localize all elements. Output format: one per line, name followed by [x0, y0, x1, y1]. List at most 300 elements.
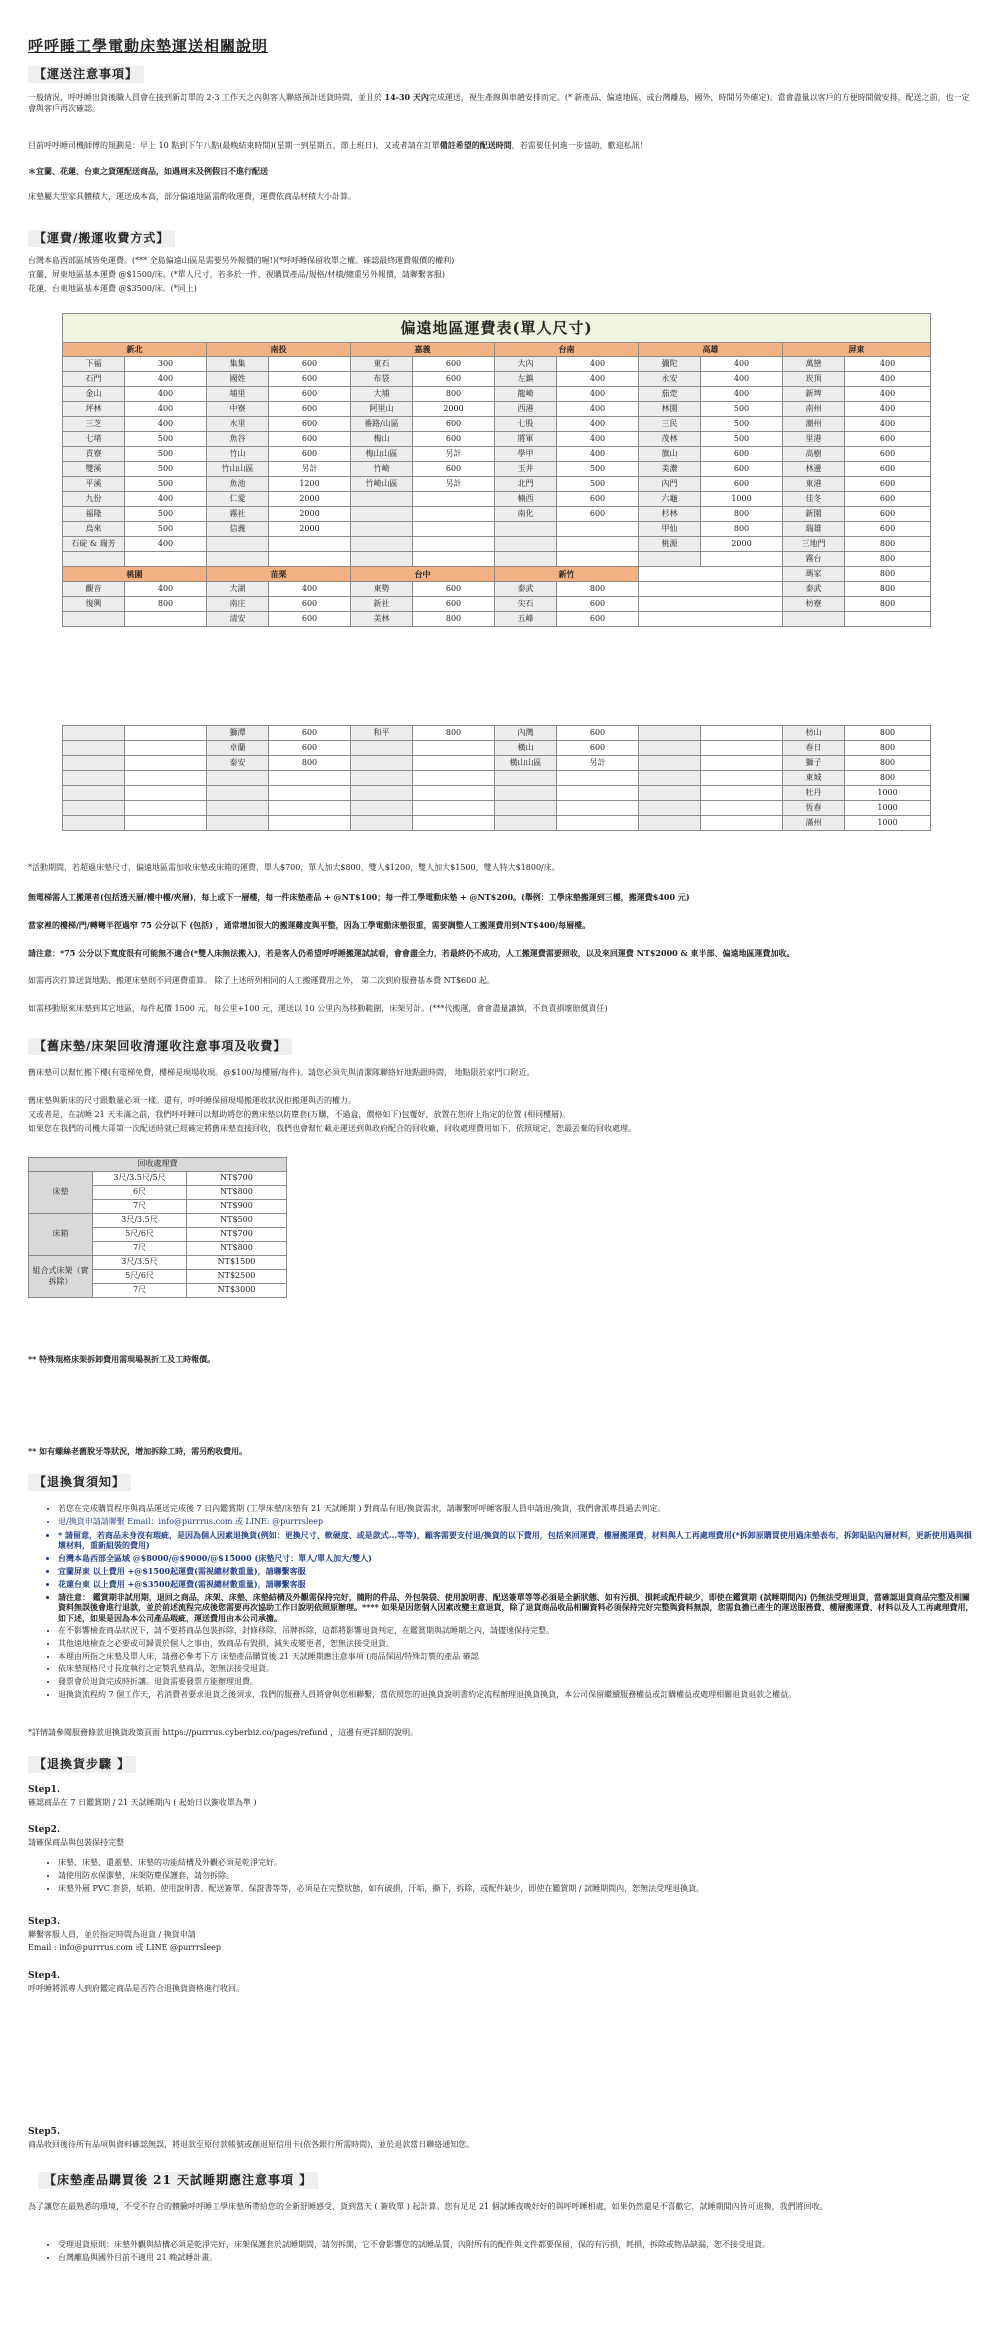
step5-text: 商品收回後待所有品項與資料確認無誤，將退款至原付款帳號或創退原信用卡(依各銀行所需時間)，並於退款當日聯絡通知您。	[28, 2140, 475, 2149]
empty-cell	[413, 741, 495, 756]
empty-cell	[269, 801, 351, 816]
area-fee: 500	[125, 462, 207, 477]
trial-list	[44, 2240, 976, 2266]
table-row	[63, 417, 931, 432]
empty-cell	[639, 582, 783, 597]
region-header: 桃園	[63, 567, 207, 582]
list-item: • 發票會於退貨完成時折讓。退貨需要發票方能辦理退費。	[58, 1677, 976, 1688]
area-name: 獅潭	[207, 726, 269, 741]
area-name: 清安	[207, 612, 269, 627]
table-row	[63, 357, 931, 372]
area-name: 獅子	[783, 756, 845, 771]
area-fee: 400	[845, 387, 931, 402]
area-name: 龍崎	[495, 387, 557, 402]
area-name: 貢寮	[63, 447, 125, 462]
area-name: 新社	[351, 597, 413, 612]
empty-cell	[639, 552, 701, 567]
note-redelivery: 如需再次打算送貨地點、搬運床墊則不同運費重算。 除了上述所列相同的人工搬運費用之外， 第二次到府服務基本費 NT$600 起。	[28, 976, 495, 985]
empty-cell	[495, 771, 557, 786]
area-fee: 800	[557, 582, 639, 597]
remote-area-rate-table	[62, 313, 931, 627]
section-heading-returns: 【退換貨須知】	[28, 1474, 131, 1491]
empty-cell	[639, 771, 701, 786]
table-row	[63, 771, 931, 786]
recycle-fee: NT$3000	[187, 1284, 287, 1298]
area-name	[63, 612, 125, 627]
recycle-fee: NT$800	[187, 1186, 287, 1200]
region-header: 嘉義	[351, 343, 495, 357]
area-name: 布袋	[351, 372, 413, 387]
table-row	[63, 582, 931, 597]
empty-cell	[413, 552, 495, 567]
empty-cell	[63, 771, 125, 786]
empty-cell	[639, 597, 783, 612]
table-row	[63, 402, 931, 417]
area-fee: 400	[557, 417, 639, 432]
list-item: • 床墊外層 PVC 套袋，紙箱、使用說明書、配送簽單、保證書等等，必須是在完整狀態，如有破損，汙垢，撕下，拆除，或配件缺少，即使在鑑賞期 / 試睡期間內，恕無法受理退換貨。	[58, 1884, 976, 1895]
empty-cell	[495, 552, 557, 567]
area-fee: 600	[557, 726, 639, 741]
list-item: • 退/換貨申請請聯繫 Email：info@purrrus.com 或 LINE: @purrrsleep	[58, 1517, 976, 1528]
recycle-size: 3尺/3.5尺/5尺	[93, 1172, 187, 1186]
empty-cell	[639, 726, 701, 741]
recycle-size: 6尺	[93, 1186, 187, 1200]
area-fee: 800	[125, 597, 207, 612]
area-name: 中寮	[207, 402, 269, 417]
area-fee: 800	[845, 741, 931, 756]
area-name: 潮州	[783, 417, 845, 432]
region-header: 新竹	[495, 567, 639, 582]
area-name: 集集	[207, 357, 269, 372]
empty-cell	[269, 786, 351, 801]
area-name: 杉林	[639, 507, 701, 522]
area-name: 信義	[207, 522, 269, 537]
area-fee: 600	[269, 432, 351, 447]
area-name: 埔里	[207, 387, 269, 402]
empty-cell	[701, 741, 783, 756]
area-fee: 800	[413, 612, 495, 627]
empty-cell	[413, 756, 495, 771]
area-name: 橫山	[495, 741, 557, 756]
step5-title: Step5.	[28, 2127, 61, 2137]
empty-cell	[701, 801, 783, 816]
area-fee: 2000	[269, 492, 351, 507]
empty-cell	[495, 801, 557, 816]
returns-footer: *詳情請參閱服務條款退換貨政策頁面 https://purrrus.cyberbiz.co/pages/refund ，這邊有更詳細的說明。	[28, 1728, 419, 1737]
empty-cell	[495, 816, 557, 831]
recycle-category: 組合式床架（實拆除）	[29, 1256, 93, 1298]
area-name: 七股	[495, 417, 557, 432]
empty-cell	[701, 726, 783, 741]
empty-cell	[351, 816, 413, 831]
recycle-size: 5尺/6尺	[93, 1228, 187, 1242]
area-fee: 800	[701, 522, 783, 537]
area-name: 崁頂	[783, 372, 845, 387]
table-row	[63, 741, 931, 756]
empty-cell	[351, 741, 413, 756]
area-fee: 300	[125, 357, 207, 372]
area-name: 竹山	[207, 447, 269, 462]
empty-cell	[701, 756, 783, 771]
recycle-paragraph-2: 舊床墊與新床的尺寸跟數量必須一樣。還有，呼呼睡保留現場搬運收狀況拒搬運與否的權力。	[28, 1096, 356, 1105]
area-name: 梅山	[351, 432, 413, 447]
area-name	[495, 522, 557, 537]
list-item: • 其他遠地檢查之必要或可歸責於個人之事由，致商品有毀損，減失或變更者，恕無法接受退貨。	[58, 1639, 976, 1650]
empty-cell	[495, 786, 557, 801]
empty-cell	[351, 552, 413, 567]
area-fee: 另計	[413, 477, 495, 492]
area-name: 高樹	[783, 447, 845, 462]
step4-title: Step4.	[28, 1971, 61, 1981]
page-title: 呼呼睡工學電動床墊運送相關說明	[28, 37, 269, 55]
area-name: 新埤	[783, 387, 845, 402]
area-fee: 600	[413, 357, 495, 372]
empty-cell	[701, 786, 783, 801]
empty-cell	[557, 786, 639, 801]
area-name: 竹崎山區	[351, 477, 413, 492]
area-fee: 600	[557, 507, 639, 522]
empty-cell	[701, 816, 783, 831]
area-name: 林園	[639, 402, 701, 417]
area-name: 三芝	[63, 417, 125, 432]
note-narrow-stairs: 當家裡的樓梯/門/轉彎半徑過窄 75 公分以下 (包括) ，通常增加很大的搬運難度與平整，因為工學電動床墊很重，需要調整人工搬運費用到NT$400/每層樓。	[28, 920, 591, 930]
area-name: 坪林	[63, 402, 125, 417]
area-name	[351, 492, 413, 507]
recycle-fee-table	[28, 1157, 287, 1298]
empty-cell	[557, 771, 639, 786]
area-fee: 600	[269, 387, 351, 402]
empty-cell	[207, 552, 269, 567]
area-name: 新園	[783, 507, 845, 522]
area-fee: 600	[269, 402, 351, 417]
area-name: 將軍	[495, 432, 557, 447]
step2-title: Step2.	[28, 1825, 61, 1835]
recycle-category: 床箱	[29, 1214, 93, 1256]
area-fee: 800	[269, 756, 351, 771]
area-name: 國姓	[207, 372, 269, 387]
area-name: 石碇 & 瑞芳	[63, 537, 125, 552]
region-header: 台中	[351, 567, 495, 582]
area-fee: 1000	[701, 492, 783, 507]
area-fee: 600	[269, 612, 351, 627]
table-row	[29, 1256, 287, 1270]
recycle-size: 3尺/3.5尺	[93, 1214, 187, 1228]
area-name: 大內	[495, 357, 557, 372]
recycle-special-note: ** 特殊規格床架拆卸費用需現場視折工及工時報價。	[28, 1354, 216, 1364]
area-fee: 500	[557, 462, 639, 477]
area-name: 學甲	[495, 447, 557, 462]
area-fee: 600	[269, 741, 351, 756]
area-fee: 400	[701, 387, 783, 402]
list-item: • 受理退貨原則：床墊外觀與結構必須是乾淨完好，床架保護套於試睡期間，請勿拆開，它不會影響您的試睡品質，內附所有的配件與文件都要保留，保的有污損，耗損，拆除或物品缺漏，恕不接受退貨。	[58, 2240, 976, 2251]
area-fee: 2000	[269, 507, 351, 522]
area-name: 西港	[495, 402, 557, 417]
step1-title: Step1.	[28, 1785, 61, 1795]
list-item: • 宜蘭屏東 以上費用 +@$1500起運費(需視總材數重量)，請聯繫客服	[58, 1566, 976, 1577]
area-name: 三民	[639, 417, 701, 432]
area-fee: 600	[269, 357, 351, 372]
area-name: 霧台	[783, 552, 845, 567]
empty-cell	[557, 552, 639, 567]
shipping-weekend-note: ＊宜蘭、花蓮、台東之貨運配送商品，如遇周末及例假日不進行配送	[28, 166, 268, 176]
empty-cell	[63, 801, 125, 816]
area-name: 仁愛	[207, 492, 269, 507]
area-name: 玉井	[495, 462, 557, 477]
area-fee: 500	[701, 417, 783, 432]
empty-cell	[783, 612, 845, 627]
table-row	[63, 462, 931, 477]
area-name: 茄萣	[639, 387, 701, 402]
area-fee: 800	[845, 537, 931, 552]
area-fee: 800	[413, 387, 495, 402]
empty-cell	[413, 786, 495, 801]
empty-cell	[639, 612, 783, 627]
remote-area-rate-table-continued	[62, 725, 931, 831]
area-fee: 500	[125, 447, 207, 462]
area-fee: 600	[269, 597, 351, 612]
table-row	[63, 597, 931, 612]
area-fee	[269, 537, 351, 552]
empty-cell	[351, 756, 413, 771]
area-fee	[413, 492, 495, 507]
area-name: 內門	[639, 477, 701, 492]
area-name: 六龜	[639, 492, 701, 507]
empty-cell	[125, 756, 207, 771]
area-fee: 800	[845, 771, 931, 786]
region-header: 台南	[495, 343, 639, 357]
empty-cell	[269, 816, 351, 831]
area-fee: 另計	[269, 462, 351, 477]
area-fee: 600	[701, 447, 783, 462]
area-name: 南庄	[207, 597, 269, 612]
recycle-size: 7尺	[93, 1200, 187, 1214]
area-fee: 600	[701, 477, 783, 492]
empty-cell	[701, 771, 783, 786]
area-fee: 400	[845, 372, 931, 387]
area-fee: 600	[269, 417, 351, 432]
area-fee: 600	[557, 612, 639, 627]
empty-cell	[639, 816, 701, 831]
list-item: • 請注意： 鑑賞期非試用期，退回之商品，床架、床墊、床墊結構及外觀需保持完好，隨附的件品、外包裝袋、使用說明書、配送簽單等等必須是全新狀態、如有污損、損耗或配件缺少，即使在鑑賞期 (試睡期間內) 仍無法受理退貨，當確認退貨商品完整及相關資料無誤後會進行退款，並於前述流程完成後您需要再次協助工作日說明依照原辦理。**** 如果是因您個人因素改變主意退貨，除了退貨商品收品相關資料必須保持完好完整與資料無誤，您需負擔已產生的運送服務費、樓層搬運費、材料以及人工再處理費用，如下述，如果是因為本公司產品瑕疵，運送費用由本公司承擔。	[58, 1592, 976, 1624]
area-name: 福隆	[63, 507, 125, 522]
area-name: 林邊	[783, 462, 845, 477]
area-fee: 600	[701, 462, 783, 477]
list-item: • 台灣離島與國外目前不適用 21 晚試睡計畫。	[58, 2253, 976, 2264]
trial-paragraph: 為了讓您在最熟悉的環境，不受不存合的體驗呼呼睡工學床墊所帶給您的全新舒睡感受，貨到當天 ( 簽收單 ) 起計算。您有足足 21 個試睡夜晚好好的與呼呼睡相處，如果仍然還是不喜歡它，試睡期間內皆可退換，我們將回收。	[28, 2202, 828, 2211]
table-row	[63, 507, 931, 522]
table-row	[63, 477, 931, 492]
shipping-paragraph-2: 目前呼呼睡司機師傅的規劃是：早上 10 點到下午八點(最晚結束時間)(星期一到星期五，節上班日)，又或者請在訂單備註希望的配送時間，若需要任何進一步協助，歡迎私訊！	[28, 140, 648, 150]
area-fee: 500	[701, 402, 783, 417]
list-item: • 退換貨流程約 7 個工作天，若消費者要求退貨之後須求，我們的服務人員將會與您相聯繫，當依照您的退換貨說明書約定流程辦理退換貨換貨，本公司保留繼續服務權益或訂購權益或處理相關退貨退款之權益。	[58, 1690, 976, 1701]
area-name: 牡丹	[783, 786, 845, 801]
area-name: 東城	[783, 771, 845, 786]
area-name: 甲仙	[639, 522, 701, 537]
area-name: 南州	[783, 402, 845, 417]
area-name	[351, 537, 413, 552]
area-fee: 600	[269, 372, 351, 387]
table-row	[63, 372, 931, 387]
area-fee: 2000	[701, 537, 783, 552]
empty-cell	[413, 801, 495, 816]
area-fee: 400	[845, 402, 931, 417]
area-fee: 400	[557, 447, 639, 462]
area-fee: 800	[845, 567, 931, 582]
recycle-size: 7尺	[93, 1284, 187, 1298]
empty-cell	[557, 816, 639, 831]
area-fee: 另計	[413, 447, 495, 462]
area-fee	[125, 612, 207, 627]
area-fee: 600	[413, 372, 495, 387]
area-name: 彌陀	[639, 357, 701, 372]
area-name: 美濃	[639, 462, 701, 477]
recycle-fee: NT$700	[187, 1228, 287, 1242]
section-heading-recycle: 【舊床墊/床架回收清運收注意事項及收費】	[28, 1038, 292, 1055]
table-row	[63, 492, 931, 507]
area-name: 東石	[351, 357, 413, 372]
list-item: • 請使用防水保潔墊，床架防塵保護套，請勿拆除。	[58, 1871, 976, 1882]
area-fee: 600	[557, 492, 639, 507]
empty-cell	[639, 741, 701, 756]
area-name: 瑞雄	[783, 522, 845, 537]
area-name: 卓蘭	[207, 741, 269, 756]
empty-cell	[125, 726, 207, 741]
empty-cell	[351, 801, 413, 816]
recycle-fee: NT$700	[187, 1172, 287, 1186]
area-fee: 400	[125, 402, 207, 417]
area-fee: 600	[413, 582, 495, 597]
area-fee: 800	[845, 726, 931, 741]
table-row	[63, 786, 931, 801]
empty-cell	[63, 552, 125, 567]
empty-cell	[63, 741, 125, 756]
area-fee: 600	[413, 597, 495, 612]
area-fee: 400	[845, 357, 931, 372]
area-fee: 400	[557, 357, 639, 372]
fee-line-2: 宜蘭、屏東地區基本運費 @$1500/床。(*單人尺寸，若多於一件，視購買產品/規格/材積/總重另外報價，請聯繫客服)	[28, 270, 446, 279]
table-row	[63, 387, 931, 402]
area-name: 觀音	[63, 582, 125, 597]
empty-cell	[125, 801, 207, 816]
area-fee: 2000	[269, 522, 351, 537]
area-fee: 600	[413, 462, 495, 477]
empty-cell	[639, 567, 783, 582]
area-fee: 600	[845, 462, 931, 477]
area-name: 春日	[783, 741, 845, 756]
table-row	[63, 726, 931, 741]
area-name	[495, 537, 557, 552]
area-name: 枋寮	[783, 597, 845, 612]
area-name: 平溪	[63, 477, 125, 492]
returns-list	[44, 1504, 976, 1703]
table-row	[63, 522, 931, 537]
area-fee: 500	[125, 432, 207, 447]
area-name: 茂林	[639, 432, 701, 447]
area-fee: 800	[413, 726, 495, 741]
area-name: 霧社	[207, 507, 269, 522]
area-name: 番路/山區	[351, 417, 413, 432]
area-fee	[413, 507, 495, 522]
area-fee: 500	[701, 432, 783, 447]
area-fee: 800	[845, 597, 931, 612]
recycle-category: 床墊	[29, 1172, 93, 1214]
empty-cell	[269, 552, 351, 567]
area-name: 七堵	[63, 432, 125, 447]
list-item: • 台灣本島西部全區域 @$8000/@$9000/@$15000 (床墊尺寸：單人/單人加大/雙人)	[58, 1553, 976, 1564]
area-fee: 600	[845, 477, 931, 492]
area-fee: 400	[845, 417, 931, 432]
area-name: 東港	[783, 477, 845, 492]
section-heading-shipping: 【運送注意事項】	[28, 66, 144, 83]
empty-cell	[207, 786, 269, 801]
table-row	[63, 612, 931, 627]
area-name: 阿里山	[351, 402, 413, 417]
area-name: 東勢	[351, 582, 413, 597]
area-fee: 400	[125, 372, 207, 387]
area-fee	[413, 522, 495, 537]
area-fee: 600	[557, 597, 639, 612]
area-name: 竹崎	[351, 462, 413, 477]
area-fee: 600	[845, 492, 931, 507]
area-fee: 400	[701, 357, 783, 372]
area-fee: 另計	[557, 756, 639, 771]
area-name: 枋山	[783, 726, 845, 741]
table-row	[29, 1214, 287, 1228]
recycle-paragraph-1: 舊床墊可以幫忙搬下樓(有電梯免費，樓梯是現場收現。@$100/每樓層/每件)。請您必須先與清潔隊聯絡好地點跟時間， 地點限於家門口附近。	[28, 1068, 535, 1077]
fee-line-1: 台灣本島西部區域皆免運費。(*** 全島偏遠山區是需要另外報價的喔!)(*呼呼睡保留收單之權。確認最終運費報價的權利)	[28, 256, 455, 265]
section-heading-steps: 【退換貨步驟 】	[28, 1756, 136, 1773]
empty-cell	[639, 786, 701, 801]
list-item: • 本理由所指之床墊及單人床，請務必參考下方 床墊產品購買後 21 天試睡期應注意事項 (商品保固/特殊訂製的產品 確認	[58, 1652, 976, 1663]
area-name: 下福	[63, 357, 125, 372]
area-name: 萬巒	[783, 357, 845, 372]
area-fee: 600	[413, 417, 495, 432]
step4-text: 呼呼睡將派專人到府鑑定商品是否符合退換貨資格進行收回。	[28, 1984, 244, 1993]
area-name: 佳冬	[783, 492, 845, 507]
empty-cell	[63, 786, 125, 801]
list-item: • 床墊、床墊、還蓋墊、床墊的功能結構及外觀必須是乾淨完好。	[58, 1858, 976, 1869]
area-name: 楠西	[495, 492, 557, 507]
table-row	[29, 1172, 287, 1186]
area-name: 泰安	[207, 756, 269, 771]
empty-cell	[207, 801, 269, 816]
recycle-table-title: 回收處理費	[29, 1158, 287, 1172]
area-fee: 400	[701, 372, 783, 387]
list-item: • 在不影響檢查商品狀況下，請不要將商品包裝拆除，封條移除，吊牌拆除，這都將影響退貨判定，在鑑賞期與試睡期之內，請儘速保持完整。	[58, 1626, 976, 1637]
area-fee: 500	[557, 477, 639, 492]
shipping-paragraph-1: 一般情況，呼呼睡出貨後職人員會在接到新訂單的 2-3 工作天之內與客人聯絡預計送貨時間，並且於 14-30 天內完成運送，視生產線與車趟安排而定。(* 新產品、偏遠地區、或台灣離島，國外，時間另外確定)。當會盡量以客戶的方便時間做安排，配送之前，也一定會與客戶再次確認。	[28, 92, 970, 113]
area-name: 石門	[63, 372, 125, 387]
area-name: 九份	[63, 492, 125, 507]
note-event-surcharge: *活動期間，若超過床墊尺寸，偏遠地區需加收床墊或床箱的運費，單人$700，單人加大$800，雙人$1200，雙人加大$1500，雙人特大$1800/床。	[28, 863, 560, 872]
area-name: 五峰	[495, 612, 557, 627]
recycle-fee: NT$500	[187, 1214, 287, 1228]
area-name: 魚池	[207, 477, 269, 492]
area-fee	[413, 537, 495, 552]
recycle-size: 3尺/3.5尺	[93, 1256, 187, 1270]
empty-cell	[63, 816, 125, 831]
list-item: • 依床墊規格尺寸長度執行之定製乳墊商品，恕無法接受退貨。	[58, 1664, 976, 1675]
area-name: 烏來	[63, 522, 125, 537]
area-fee: 2000	[413, 402, 495, 417]
region-header: 高雄	[639, 343, 783, 357]
recycle-paragraph-3: 又或者是，在試睡 21 天未滿之前，我們呼呼睡可以幫助將您的舊床墊以防塵套(万購，不過盒，價格如下)包覆好，放置在您府上指定的位置 (相同樓層)。	[28, 1110, 571, 1119]
area-name: 魚谷	[207, 432, 269, 447]
empty-cell	[845, 612, 931, 627]
empty-cell	[351, 771, 413, 786]
area-fee: 400	[269, 582, 351, 597]
table-row	[63, 447, 931, 462]
